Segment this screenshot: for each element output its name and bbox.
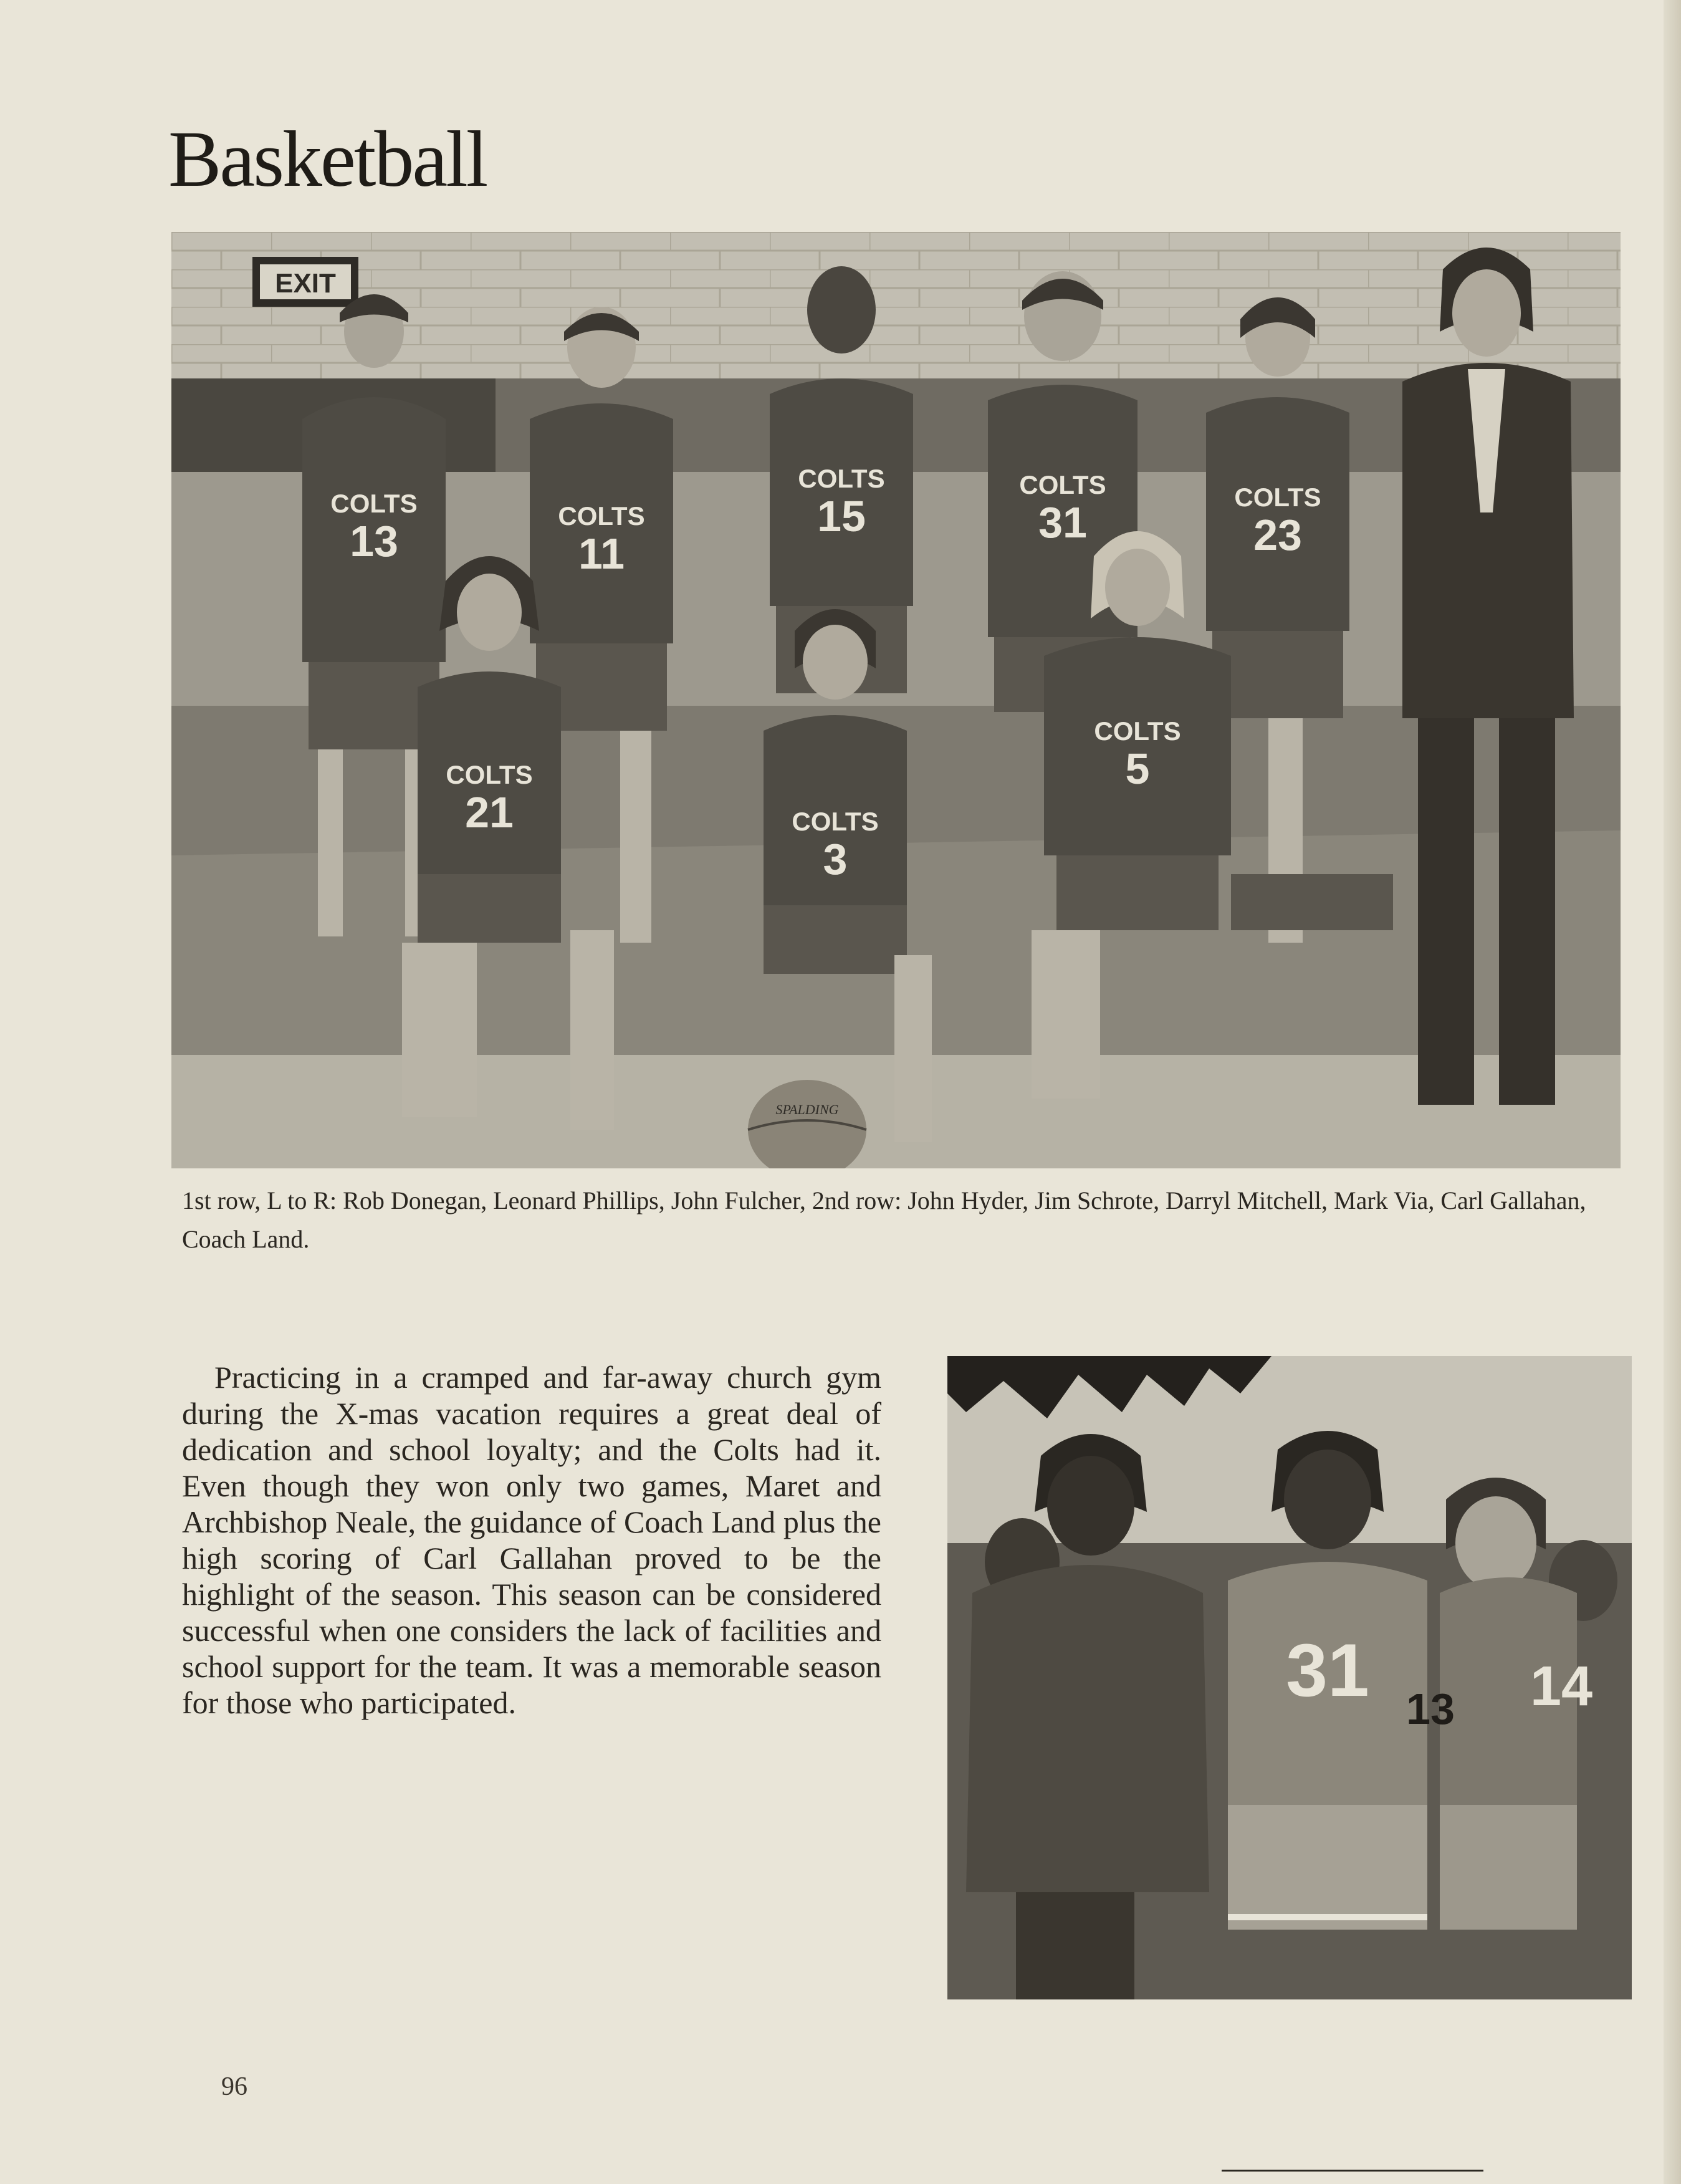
svg-text:COLTS: COLTS: [798, 464, 885, 493]
article-body: Practicing in a cramped and far-away church gym during the X-mas vacation requires a great deal of dedication and school loyalty; and the Colts had it. Even though they won only two games, Maret and Archbishop Neale, the guidance of Coach Land plus the high scoring of Carl Gallahan proved to be the highlight of the season. This season can be considered successful when one considers the lack of facilities and school support for the team. It was a memorable season for those who participated.: [182, 1360, 881, 1720]
svg-text:31: 31: [1038, 498, 1087, 547]
photo-caption: 1st row, L to R: Rob Donegan, Leonard Phillips, John Fulcher, 2nd row: John Hyder, Jim Schrote, Darryl Mitchell, Mark Via, Carl Gallahan, Coach Land.: [182, 1186, 1586, 1253]
svg-text:COLTS: COLTS: [446, 760, 533, 789]
svg-text:3: 3: [823, 835, 848, 883]
svg-text:COLTS: COLTS: [1234, 483, 1321, 512]
jersey-14: 14: [1530, 1655, 1593, 1718]
svg-text:21: 21: [465, 788, 514, 837]
svg-text:COLTS: COLTS: [1019, 470, 1106, 499]
huddle-photo: [947, 1356, 1632, 1999]
svg-text:COLTS: COLTS: [558, 501, 645, 531]
jersey-31: 31: [1286, 1628, 1369, 1712]
svg-text:COLTS: COLTS: [1094, 716, 1181, 746]
svg-text:COLTS: COLTS: [330, 489, 418, 518]
team-photo: [171, 232, 1621, 1168]
page-title: Basketball: [168, 115, 487, 203]
svg-text:SPALDING: SPALDING: [775, 1102, 839, 1117]
page-edge: [1664, 0, 1681, 2184]
svg-text:23: 23: [1253, 511, 1302, 559]
svg-text:15: 15: [817, 492, 866, 541]
page-number: 96: [221, 2072, 247, 2101]
jersey-13: 13: [1406, 1685, 1455, 1733]
svg-text:5: 5: [1125, 744, 1150, 793]
svg-text:COLTS: COLTS: [792, 807, 879, 836]
bottom-rule: [1222, 2170, 1483, 2172]
exit-sign-text: EXIT: [275, 268, 336, 299]
svg-text:11: 11: [578, 529, 625, 578]
svg-text:13: 13: [350, 517, 398, 565]
